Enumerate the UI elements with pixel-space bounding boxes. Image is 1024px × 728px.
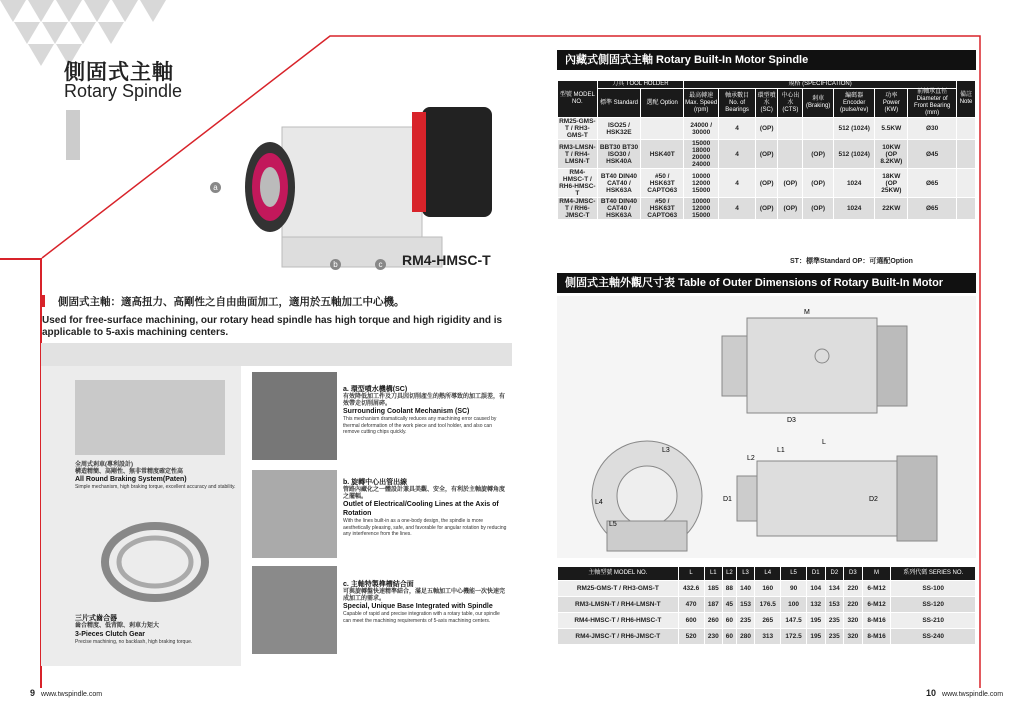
dim-cell: 320 <box>844 629 863 645</box>
callout-b: b <box>330 259 341 270</box>
dim-cell: RM25-GMS-T / RH3-GMS-T <box>558 581 679 597</box>
spec-cell: 512 (1024) <box>833 140 875 169</box>
spec-cell <box>957 198 976 220</box>
footer-left: 9 www.twspindle.com <box>30 688 103 698</box>
spec-cell: 10KW (OP 8.2KW) <box>875 140 908 169</box>
dim-cell: 185 <box>704 581 723 597</box>
svg-text:L5: L5 <box>609 521 617 528</box>
spec-cell: BT40 DIN40 CAT40 / HSK63A <box>597 198 641 220</box>
spec-cell: 5.5KW <box>875 118 908 140</box>
dim-cell: SS-100 <box>891 581 976 597</box>
dim-header-cell: 主軸型號 MODEL NO. <box>558 567 679 581</box>
spec-cell: (OP) <box>803 140 834 169</box>
spec-cell: 18KW (OP 25KW) <box>875 169 908 198</box>
dim-cell: 134 <box>825 581 844 597</box>
spec-cell: BBT30 BT30 ISO30 / HSK40A <box>597 140 641 169</box>
svg-text:L: L <box>822 439 826 446</box>
dim-cell: 520 <box>678 629 704 645</box>
spec-cell: (OP) <box>778 198 803 220</box>
spec-cell: #50 / HSK63T CAPTO63 <box>641 169 684 198</box>
dim-cell: 235 <box>736 613 755 629</box>
spec-cell: Ø65 <box>908 169 957 198</box>
dim-cell: 100 <box>781 597 807 613</box>
dim-cell: 260 <box>704 613 723 629</box>
svg-text:M: M <box>804 309 810 316</box>
spec-cell: (OP) <box>755 118 777 140</box>
feature-base: c. 主軸特製榫槽結合面 可與旋轉盤快速精準結合，滿足五軸加工中心機能一次快速完成加工的需求。 Special, Unique Base Integrated with Spindle Capable of rapid and precise integration with a rotary table, our spindle can meet the machining requirements of 5-axis machining centers. <box>343 581 506 624</box>
spec-cell <box>957 140 976 169</box>
spec-cell: #50 / HSK63T CAPTO63 <box>641 198 684 220</box>
dim-header-cell: L1 <box>704 567 723 581</box>
callout-a: a <box>210 182 221 193</box>
spec-cell: Ø45 <box>908 140 957 169</box>
svg-text:D1: D1 <box>723 496 732 503</box>
dim-header-cell: L3 <box>736 567 755 581</box>
spec-cell: Ø65 <box>908 198 957 220</box>
dim-cell: 230 <box>704 629 723 645</box>
feature-coolant: a. 環型噴水機構(SC) 有效降低加工件及刀具因切削產生的熱所導致的加工誤差，有效帶走切削屑碎。 Surrounding Coolant Mechanism (SC) This mechanism dramatically reduces any machining error caused by thermal deformation of the work piece and tool holder, and also can remove cutting chips quickly. <box>343 386 506 435</box>
spec-cell: RM4-JMSC-T / RH6-JMSC-T <box>559 198 596 219</box>
dim-cell: 147.5 <box>781 613 807 629</box>
spec-cell: 4 <box>719 140 756 169</box>
spec-cell: (OP) <box>755 140 777 169</box>
dim-cell: SS-210 <box>891 613 976 629</box>
dim-cell: 153 <box>825 597 844 613</box>
dim-cell: SS-240 <box>891 629 976 645</box>
svg-text:L3: L3 <box>662 447 670 454</box>
spec-cell: 10000 12000 15000 <box>684 198 719 220</box>
spec-cell: 4 <box>719 169 756 198</box>
spec-cell: (OP) <box>778 169 803 198</box>
spec-cell: HSK40T <box>641 140 684 169</box>
spec-row <box>558 140 976 169</box>
dim-cell: 132 <box>806 597 825 613</box>
dim-cell: 140 <box>736 581 755 597</box>
svg-text:D3: D3 <box>787 417 796 424</box>
spec-cell <box>778 118 803 140</box>
svg-text:L1: L1 <box>777 447 785 454</box>
dim-cell: 280 <box>736 629 755 645</box>
dim-cell: 88 <box>723 581 737 597</box>
dim-header-cell: D1 <box>806 567 825 581</box>
dim-cell: 195 <box>806 629 825 645</box>
spec-cell: 512 (1024) <box>833 118 875 140</box>
dim-cell: 60 <box>723 629 737 645</box>
dim-cell: 220 <box>844 581 863 597</box>
dim-table <box>557 566 976 645</box>
spec-cell: 10000 12000 15000 <box>684 169 719 198</box>
spec-cell <box>957 118 976 140</box>
spec-cell: 4 <box>719 198 756 220</box>
feature-outlet: b. 旋轉中心出管出線 管路內藏化之一體設計兼具美觀、安全，有利於主軸旋轉角度之擺幅。 Outlet of Electrical/Cooling Lines at the Axis of Rotation With the lines built-in as a one-body design, the spindle is more aesthetically pleasing, safe, and favorable for angular rotation by reducing any interference from the lines. <box>343 479 507 537</box>
spec-cell: RM3-LMSN-T / RH4-LMSN-T <box>558 140 598 169</box>
dim-cell: 265 <box>755 613 781 629</box>
dim-cell: 470 <box>678 597 704 613</box>
dim-cell: 160 <box>755 581 781 597</box>
dimension-drawing <box>557 296 976 558</box>
dim-header-cell: M <box>862 567 891 581</box>
spec-cell <box>957 169 976 198</box>
dim-header-cell: D3 <box>844 567 863 581</box>
dim-row <box>558 613 976 629</box>
dim-header-cell: D2 <box>825 567 844 581</box>
dim-cell: 195 <box>806 613 825 629</box>
dim-cell: RM3-LMSN-T / RH4-LMSN-T <box>558 597 679 613</box>
spec-row <box>558 169 976 198</box>
dim-header-cell: L4 <box>755 567 781 581</box>
svg-text:L2: L2 <box>747 455 755 462</box>
dim-cell: 176.5 <box>755 597 781 613</box>
model-label: RM4-HMSC-T <box>402 252 491 268</box>
dim-cell: 220 <box>844 597 863 613</box>
spec-cell: 15000 18000 20000 24000 <box>684 140 719 169</box>
spec-cell: (OP) <box>755 169 777 198</box>
dim-cell: 104 <box>806 581 825 597</box>
title-en: Rotary Spindle <box>64 81 183 101</box>
svg-text:L4: L4 <box>595 499 603 506</box>
dim-row <box>558 597 976 613</box>
intro-en: Used for free-surface machining, our rotary head spindle has high torque and high rigidity and is applicable to 5-axis machining centers. <box>42 315 503 338</box>
spec-cell: BT40 DIN40 CAT40 / HSK63A <box>597 169 641 198</box>
dim-header-cell: 系列代碼 SERIES NO. <box>891 567 976 581</box>
dim-cell: 235 <box>825 629 844 645</box>
spec-cell <box>803 118 834 140</box>
dim-cell: 90 <box>781 581 807 597</box>
dim-cell: 45 <box>723 597 737 613</box>
dim-cell: 6-M12 <box>862 597 891 613</box>
dim-cell: 313 <box>755 629 781 645</box>
dim-header-cell: L <box>678 567 704 581</box>
spec-cell: 4 <box>719 118 756 140</box>
spec-row <box>558 198 976 220</box>
feature-braking: 全周式剎車(專利設計) 構造精簡、高剛性、無非常精度確定性高 All Round Braking System(Paten) Simple mechanism, high braking torque, excellent accuracy and stability. <box>75 462 236 490</box>
dim-cell: 60 <box>723 613 737 629</box>
spec-row <box>558 118 976 140</box>
dim-cell: RM4-HMSC-T / RH6-HMSC-T <box>558 613 679 629</box>
intro-cn: 側固式主軸：適高扭力、高剛性之自由曲面加工，適用於五軸加工中心機。 <box>42 294 512 309</box>
dim-cell: 8-M16 <box>862 629 891 645</box>
spec-cell: (OP) <box>755 198 777 220</box>
dim-row <box>558 581 976 597</box>
dim-cell: 172.5 <box>781 629 807 645</box>
spec-cell: RM4-HMSC-T / RH6-HMSC-T <box>559 169 596 197</box>
spec-header: 內藏式側固式主軸 Rotary Built-In Motor Spindle <box>557 50 976 70</box>
spec-cell: RM25-GMS-T / RH3-GMS-T <box>559 118 596 139</box>
spec-cell <box>641 118 684 140</box>
spec-cell: 22KW <box>875 198 908 220</box>
footer-right: 10 www.twspindle.com <box>926 688 1004 698</box>
dim-row <box>558 629 976 645</box>
dim-cell: 8-M16 <box>862 613 891 629</box>
dim-cell: 320 <box>844 613 863 629</box>
svg-text:D2: D2 <box>869 496 878 503</box>
dim-header-cell: L2 <box>723 567 737 581</box>
spec-cell: 24000 / 30000 <box>684 118 719 140</box>
spec-cell <box>778 140 803 169</box>
dim-cell: 235 <box>825 613 844 629</box>
dim-cell: 187 <box>704 597 723 613</box>
dim-cell: RM4-JMSC-T / RH6-JMSC-T <box>558 629 679 645</box>
spec-cell: 1024 <box>833 169 875 198</box>
spec-cell: 1024 <box>833 198 875 220</box>
dim-header: 側固式主軸外觀尺寸表 Table of Outer Dimensions of Rotary Built-In Motor Spindle <box>557 273 976 293</box>
spec-cell: (OP) <box>803 198 834 220</box>
spec-cell: ISO25 / HSK32E <box>597 118 641 140</box>
dim-header-cell: L5 <box>781 567 807 581</box>
spec-cell: Ø30 <box>908 118 957 140</box>
dim-cell: 6-M12 <box>862 581 891 597</box>
dim-cell: 600 <box>678 613 704 629</box>
callout-c: c <box>375 259 386 270</box>
spec-table: 型號 MODEL NO. 刀具 TOOL HOLDER 規格 (SPECIFICATION) 備註 Note 標準 Standard 選配 Option 最高轉速 Max. Speed (rpm) 軸承數目 No. of Bearings 環型噴水 (SC) 中心出水 (CTS) 剎車 (Braking) 編碼器 Encoder (pulse/rev) 功率 Power (KW) 前軸承直徑 Diameter of Front Bearing (mm) RM25-GMS-T / RH3-GMS-T ISO25 / HSK32E 24000 / 30000 4 (OP) 512 (1024) 5.5KW Ø30 RM3-LMSN-T / RH4-LMSN-T BBT30 BT30 ISO30 / HSK40A HSK40T 15000 18000 20000 24000 4 (OP) (OP) 512 (1024) 10KW (OP 8.2KW) Ø45 RM4-HMSC-T / RH6-HMSC-T BT40 DIN40 CAT40 / HSK63A #50 / HSK63T CAPTO63 10000 12000 15000 4 (OP) (OP) (OP) 1024 18KW (OP 25KW) Ø65 RM4-JMSC-T / RH6-JMSC-T BT40 DIN40 CAT40 / HSK63A #50 / HSK63T CAPTO63 10000 12000 15000 4 (OP) (OP) (OP) 1024 22KW Ø65 <box>557 80 976 220</box>
dim-cell: 432.6 <box>678 581 704 597</box>
spec-note: ST：標準Standard OP：可選配Option <box>790 258 913 265</box>
dim-cell: 153 <box>736 597 755 613</box>
dim-cell: SS-120 <box>891 597 976 613</box>
feature-clutch: 三片式齒合器 齒合精度、低背隙、剎車力矩大 3-Pieces Clutch Gear Precise machining, no backlash, high braking torque. <box>75 615 193 645</box>
spec-cell: (OP) <box>803 169 834 198</box>
title-cn: 側固式主軸 <box>64 61 174 84</box>
